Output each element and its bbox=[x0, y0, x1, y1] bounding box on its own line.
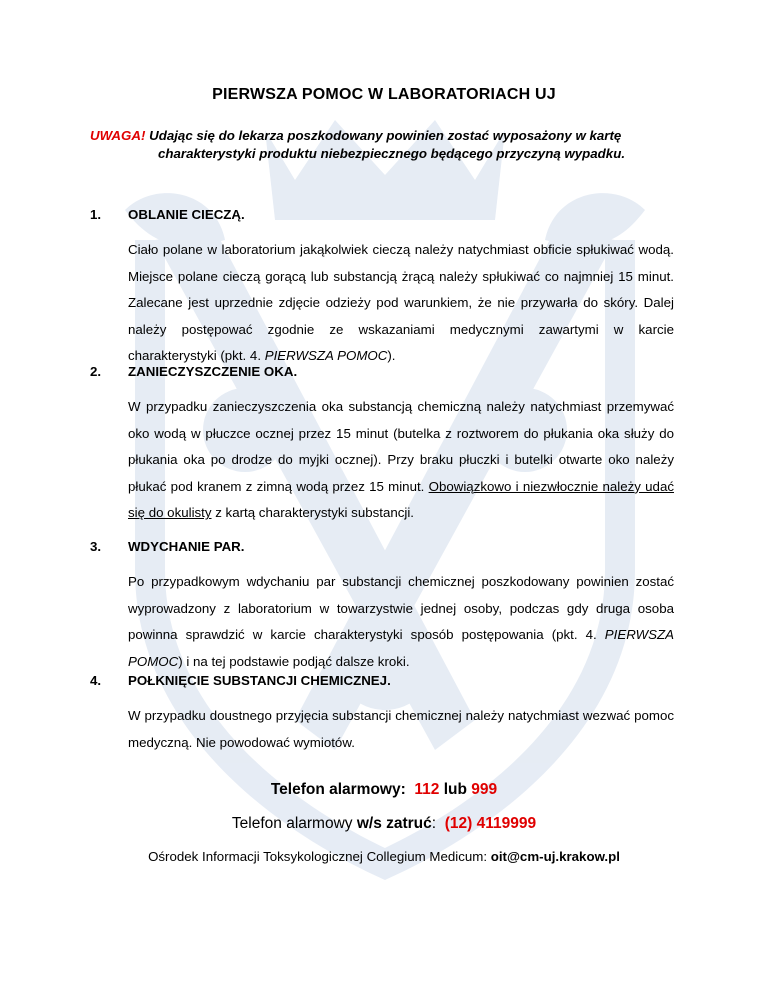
warning-note bbox=[90, 127, 680, 163]
section-4 bbox=[90, 673, 680, 756]
alarm-number-999: 999 bbox=[471, 781, 498, 798]
section-3 bbox=[90, 539, 680, 675]
section-number: 4. bbox=[90, 673, 102, 688]
poison-number: (12) 4119999 bbox=[444, 815, 537, 832]
toxicology-center: Ośrodek Informacji Toksykologicznej Collegium Medicum: oit@cm-uj.krakow.pl bbox=[148, 849, 620, 864]
section-2 bbox=[90, 364, 680, 527]
section-number: 2. bbox=[90, 364, 102, 379]
poison-phone: Telefon alarmowy w/s zatruć: (12) 4119999 bbox=[231, 815, 537, 832]
section-1 bbox=[90, 207, 680, 370]
section-body: Po przypadkowym wdychaniu par substancji chemicznej poszkodowany powinien zostać wyprowadzony z laboratorium w towarzystwie jednej osoby, podczas gdy druga osoba powinna sprawdzić w karcie charakterystyki sposób postępowania (pkt. 4. PIERWSZA POMOC) i na tej podstawie podjąć dalsze kroki. bbox=[128, 574, 674, 669]
alarm-number-112: 112 bbox=[414, 781, 440, 798]
section-title: POŁKNIĘCIE SUBSTANCJI CHEMICZNEJ. bbox=[128, 673, 391, 688]
page-title: PIERWSZA POMOC W LABORATORIACH UJ bbox=[212, 86, 556, 103]
section-title: ZANIECZYSZCZENIE OKA. bbox=[128, 364, 298, 379]
section-title: OBLANIE CIECZĄ. bbox=[128, 207, 245, 222]
section-number: 3. bbox=[90, 539, 102, 554]
warning-text-line2: charakterystyki produktu niebezpiecznego będącego przyczyną wypadku. bbox=[158, 146, 626, 161]
warning-label: UWAGA! bbox=[90, 128, 146, 143]
section-body: W przypadku doustnego przyjęcia substancji chemicznej należy natychmiast wezwać pomoc medyczną. Nie powodować wymiotów. bbox=[128, 708, 674, 750]
warning-text-line1: Udając się do lekarza poszkodowany powinien zostać wyposażony w kartę bbox=[149, 128, 622, 143]
section-body: W przypadku zanieczyszczenia oka substancją chemiczną należy natychmiast przemywać oko wodą w płuczce ocznej przez 15 minut (butelka z roztworem do płukania oka służy do płukania oka po drodze do myjki ocznej). Przy braku płuczki i butelki otwarte oko należy płukać pod kranem z zimną wodą przez 15 minut. Obowiązkowo i niezwłocznie należy udać się do okulisty z kartą charakterystyki substancji. bbox=[128, 399, 674, 521]
section-number: 1. bbox=[90, 207, 102, 222]
section-body: Ciało polane w laboratorium jakąkolwiek cieczą należy natychmiast obficie spłukiwać wodą. Miejsce polane cieczą gorącą lub substancją żrącą należy spłukiwać co najmniej 15 minut. Zalecane jest uprzednie zdjęcie odzieży pod warunkiem, że nie przywarła do skóry. Dalej należy postępować zgodnie ze wskazaniami medycznymi zawartymi w karcie charakterystyki (pkt. 4. PIERWSZA POMOC). bbox=[128, 242, 674, 364]
alarm-phone: Telefon alarmowy: 112 lub 999 bbox=[270, 781, 498, 798]
section-title: WDYCHANIE PAR. bbox=[128, 539, 245, 554]
toxicology-email: oit@cm-uj.krakow.pl bbox=[490, 849, 620, 864]
